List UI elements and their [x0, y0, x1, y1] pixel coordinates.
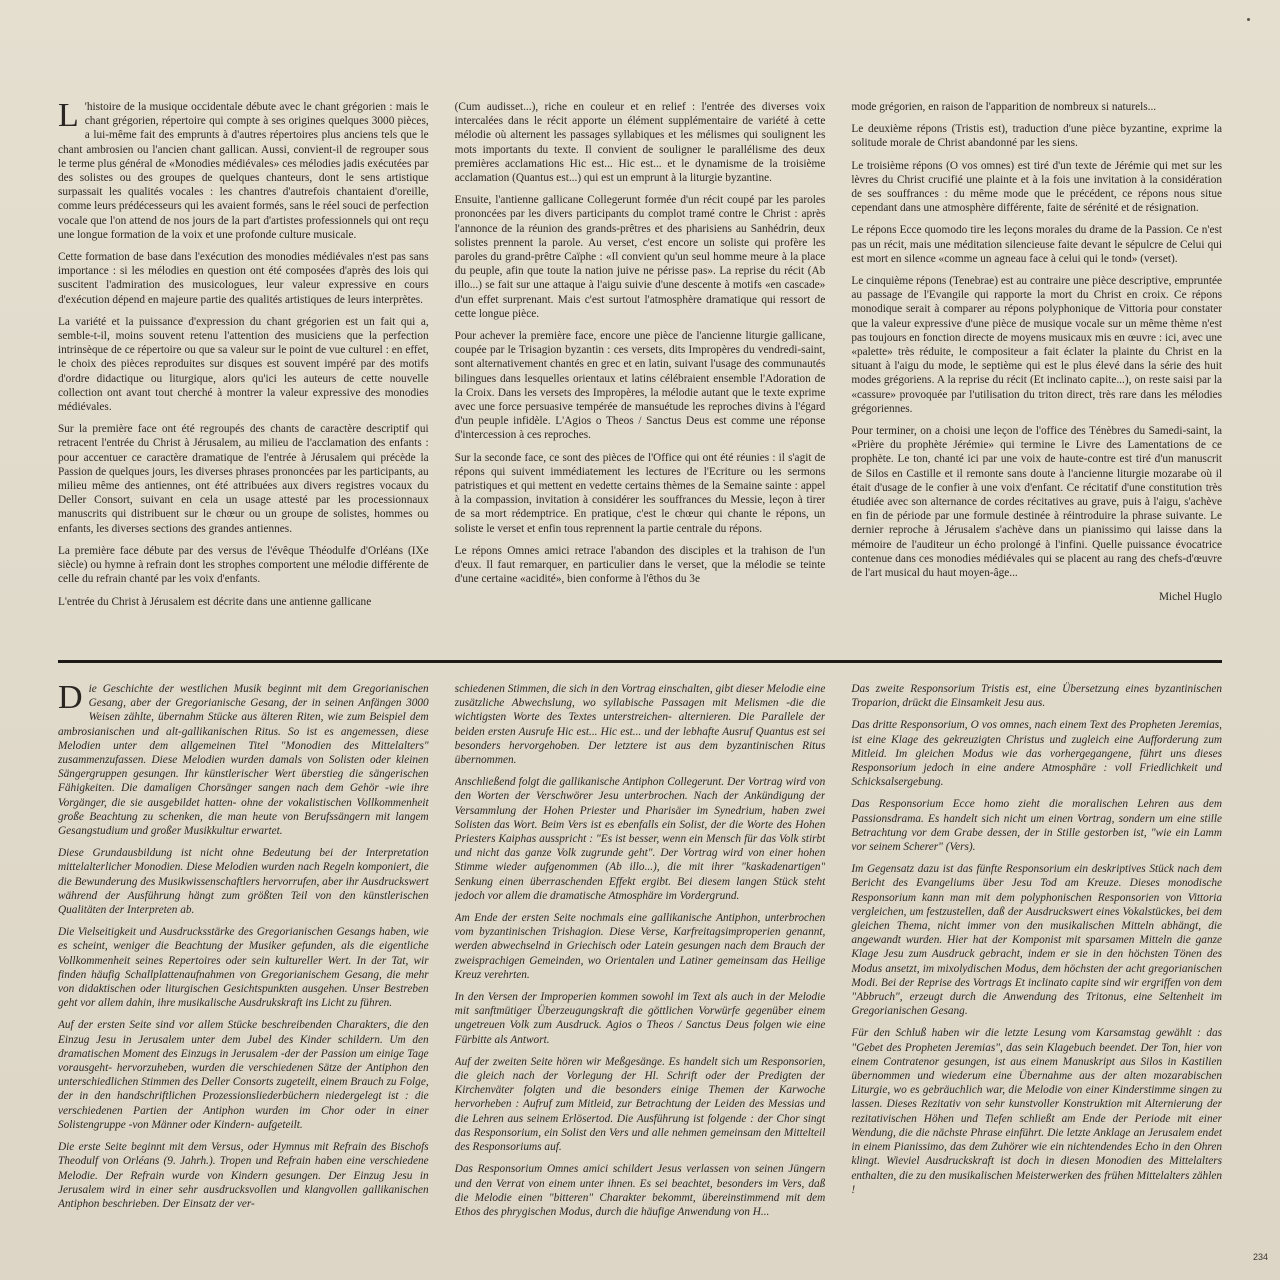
french-paragraph: Le répons Ecce quomodo tire les leçons morales du drame de la Passion. Ce n'est pas un récit, mais une méditation silencieuse faite devant le sépulcre de Celui qui est mort en silence «comme un agneau face à celui qui le tond» (verset).: [851, 224, 1223, 265]
french-paragraph: Le répons Omnes amici retrace l'abandon des disciples et la trahison de l'un d'eux. Il faut remarquer, en particulier dans le verset, que la mélodie se teinte d'une certaine «acidité», bien conforme à l'êthos du 3e: [454, 544, 826, 586]
german-paragraph: [58, 682, 429, 838]
french-paragraph: La variété et la puissance d'expression du chant grégorien est un fait qui a, semble-t-il, moins souvent retenu l'attention des musiciens que la perfection intrinsèque de ce répertoire ou que sa valeur sur le point de vue culturel : en effet, le choix des pièces reproduites sur disques est souvent impéré par des motifs d'ordre didactique ou liturgique, alors qu'ici les auteurs de cette nouvelle collection ont avant tout cherché à montrer la valeur expressive des monodies médiévales.: [58, 315, 429, 414]
french-paragraph: (Cum audisset...), riche en couleur et en relief : l'entrée des diverses voix intercalées dans le récit apporte un élément supplémentaire de variété à cette mélodie où alternent les passages syllabiques et les mélismes qui soulignent les mots importants du texte. Il convient de souligner le parallélisme des deux premières acclamations Hic est... Hic est... et le dynamisme de la troisième acclamation (Quantus est...) qui est un emprunt à la liturgie byzantine.: [454, 101, 826, 185]
german-paragraph: Anschließend folgt die gallikanische Antiphon Collegerunt. Der Vortrag wird von den Worten der Verschwörer Jesu unterbrochen. Nach der Ankündigung der Versammlung der Hohen Priester und Pharisäer im Synedrium, haben zwei Solisten das Wort. Beim Vers ist es ebenfalls ein Solist, der die Worte des Hohen Priesters Kaiphas ausspricht : "Es ist besser, wenn ein Mensch für das Volk stirbt und nicht das ganze Volk zugrunde geht". Der Vortrag wird von einer hohen Stimme wieder aufgenommen (Ab illo...), die mit ihrer "kaskadenartigen" Senkung einen überraschenden Effekt ergibt. Bei diesem langen Stück steht jedoch vor allem die dramatische Atmosphäre im Vordergrund.: [454, 776, 826, 902]
french-paragraph: Cette formation de base dans l'exécution des monodies médiévales n'est pas sans importance : si les mélodies en question ont été composées d'après des lois qui suscitent l'admiration des musicologues, leur valeur expressive en cours d'exécution dépend en majeure partie des qualités artistiques de leurs interprètes.: [58, 251, 429, 306]
french-paragraph: La première face débute par des versus de l'évêque Théodulfe d'Orléans (IXe siècle) ou hymne à refrain dont les strophes comportent une mélodie différente de celle du refrain chanté par les voix d'enfants.: [58, 544, 429, 586]
german-paragraph: Auf der ersten Seite sind vor allem Stücke beschreibenden Charakters, die den Einzug Jesu in Jerusalem unter dem Jubel des Kinder schildern. Um den dramatischen Moment des Einzugs in Jerusalem -der der Passion um einige Tage vorausgeht- hervorzuheben, wurden die verschiedenen Sätze der Antiphon den unterschiedlichen Stimmen des Deller Consorts zugeteilt, einem Brauch zu Folge, der in den handschriftlichen Prozessionsliederbüchern niedergelegt ist : die verschiedenen Partien der Antiphon wurden im Chor oder in einer Solistengruppe -von Männer oder Kindern- aufgeteilt.: [58, 1019, 429, 1131]
german-paragraph: Auf der zweiten Seite hören wir Meßgesänge. Es handelt sich um Responsorien, die gleich nach der Vorlegung der Hl. Schrift oder der Predigten der Kirchenväter folgten und die besonders einige Themen der Karwoche hervorheben : Aufruf zum Mitleid, zur Betrachtung der Leiden des Messias und die Lehren aus seinem Erlösertod. Die Ausführung ist folgende : der Chor singt das Responsorium, ein Solist den Vers und alle nehmen gemeinsam den Mittelteil des Responsoriums auf.: [454, 1055, 826, 1154]
german-paragraph: Das Responsorium Ecce homo zieht die moralischen Lehren aus dem Passionsdrama. Es handelt sich nicht um einen Vortrag, sondern um eine stille Betrachtung vor dem Grabe dessen, der in Stille gestorben ist, "wie ein Lamm vor seinem Scherer" (Vers).: [851, 798, 1223, 854]
french-paragraph: Sur la seconde face, ce sont des pièces de l'Office qui ont été réunies : il s'agit de répons qui suivent immédiatement les lectures de l'Ecriture ou les sermons patristiques et qui mettent en vedette certains thèmes de la Semaine sainte : appel à la compassion, invitation à considérer les souffrances du Messie, leçon à tirer de sa mort rédemptrice. En pratique, c'est le chœur qui chante le répons, un soliste le verset et enfin tous reprennent la partie centrale du répons.: [454, 451, 826, 535]
french-column-3: [851, 100, 1222, 635]
french-paragraph: Ensuite, l'antienne gallicane Collegerunt formée d'un récit coupé par les paroles prononcées par les divers participants du complot tramé contre le Christ : après l'annonce de la réunion des grands-prêtres et des pharisiens au Sanhédrin, deux solistes prennent la parole. Au verset, c'est encore un soliste qui profère les paroles du grand-prêtre Caïphe : «Il convient qu'un seul homme meure à la place du peuple, afin que toute la nation juive ne périsse pas». La reprise du récit (Ab illo...) se fait sur une attaque à l'aigu suivie d'une descente à motifs «en cascade» d'un effet surprenant. Mais c'est surtout l'atmosphère dramatique qui ressort de cette longue pièce.: [454, 194, 826, 320]
french-paragraph: Le deuxième répons (Tristis est), traduction d'une pièce byzantine, exprime la solitude morale de Christ abandonné par les siens.: [851, 123, 1223, 150]
section-divider: [58, 660, 1222, 663]
german-paragraph: Die Vielseitigkeit und Ausdrucksstärke des Gregorianischen Gesangs haben, wie es scheint, weniger die Beachtung der Musiker gefunden, als die eigentliche Vollkommenheit seines Repertoires oder sein kultureller Wert. In der Tat, wir finden häufig Schallplattenaufnahmen von Gregorianischem Gesang, die mehr von didaktischen oder liturgischen Gesichtspunkten ausgehen. Unser Bestreben geht vor allem dahin, ihre musikalische Ausdrukskraft ins Licht zu führen.: [58, 926, 429, 1010]
german-text-section: [58, 682, 1222, 1242]
corner-mark: [1247, 18, 1250, 21]
french-paragraph: Le cinquième répons (Tenebrae) est au contraire une pièce descriptive, empruntée au passage de l'Evangile qui rapporte la mort du Christ en croix. Ce répons monodique serait à comparer au répons polyphonique de Vittoria pour constater que la valeur expressive d'une pièce de musique vocale sur un même thème n'est pas toujours en fonction directe de moyens musicaux mis en œuvre : ici, avec une «palette» très réduite, le compositeur a fait éclater la plainte du Christ en la situant à l'aigu du mode, le septième qui est le plus élevé dans la série des huit modes grégoriens. A la reprise du récit (Et inclinato capite...), on reste saisi par la «cassure» provoquée par l'utilisation du triton direct, très rare dans les mélodies grégoriennes.: [851, 275, 1223, 415]
german-paragraph: Das zweite Responsorium Tristis est, eine Übersetzung eines byzantinischen Troparion, drückt die Einsamkeit Jesu aus.: [851, 683, 1223, 710]
german-dropcap: D: [58, 682, 83, 716]
french-paragraph: Pour achever la première face, encore une pièce de l'ancienne liturgie gallicane, coupée par le Trisagion byzantin : ces versets, dits Impropères du vendredi-saint, sont alternativement chantés en grec et en latin, suivant l'usage des communautés bilingues dans lesquelles orientaux et latins célébraient ensemble l'Adoration de la Croix. Dans les versets des Impropères, la mélodie autant que le texte exprime avec une force persuasive tempérée de mansuétude les reproches divins à l'égard d'un peuple infidèle. L'Agios o Theos / Sanctus Deus est comme une réponse d'intercession à ces reproches.: [454, 330, 826, 442]
german-column-1: [58, 682, 429, 1242]
french-dropcap: L: [58, 100, 79, 134]
german-column-2: [455, 682, 826, 1242]
german-paragraph-text: ie Geschichte der westlichen Musik beginnt mit dem Gregorianischen Gesang, aber der Gregorianische Gesang, der in seinen Anfängen 3000 Weisen zählte, übernahm Stücke aus älteren Riten, wie zum Beispiel dem ambrosianischen und alt-gallikanischen Ritus. So ist es angemessen, diese Melodien unter dem allgemeinen Titel "Monodien des Mittelalters" zusammenzufassen. Diese Melodien wurden damals von Solisten oder kleinen Sängergruppen gesungen. Ihr künstlerischer Wert überstieg die sängerischen Fähigkeiten. Die damaligen Chorsänger sangen nach dem Gehör -wie ihre Vorgänger, die sie ausgebildet hatten- ohne der vokalistischen Vollkommenheit große Beachtung zu schenken, die man heute von Berufssängern mit langem Gesangstudium und großer Musikkultur erwartet.: [58, 683, 429, 838]
french-paragraph: L'entrée du Christ à Jérusalem est décrite dans une antienne gallicane: [58, 595, 372, 608]
french-paragraph: Le troisième répons (O vos omnes) est tiré d'un texte de Jérémie qui met sur les lèvres du Christ crucifié une plainte et à la fois une invitation à la considération de ses souffrances : du même mode que le précédent, ce répons nous situe cependant dans une atmosphère différente, faite de sérénité et de résignation.: [851, 159, 1223, 215]
german-paragraph: Das dritte Responsorium, O vos omnes, nach einem Text des Propheten Jeremias, ist eine Klage des gekreuzigten Christus und zugleich eine Aufforderung zum Mitleid. Im gleichen Modus wie das vorhergegangene, führt uns dieses Responsorium jedoch in eine andere Atmosphäre : voll Friedlichkeit und Schicksalsergebung.: [851, 719, 1223, 789]
french-paragraph: mode grégorien, en raison de l'apparition de nombreux si naturels...: [851, 101, 1157, 113]
author-signature: Michel Huglo: [1158, 591, 1223, 604]
french-column-2: [455, 100, 826, 635]
german-paragraph: In den Versen der Improperien kommen sowohl im Text als auch in der Melodie mit sanftmütiger Überzeugungskraft die göttlichen Vorwürfe gegenüber einem ungetreuen Volk zum Ausdruck. Agios o Theos / Sanctus Deus folgen wie eine Fürbitte als Antwort.: [454, 991, 826, 1046]
german-paragraph: Diese Grundausbildung ist nicht ohne Bedeutung bei der Interpretation mittelalterlicher Monodien. Diese Melodien wurden nach Regeln komponiert, die die Bewunderung des Musikwissenschaftlers hervorrufen, aber ihr Ausdruckswert während der Ausführung hängt zum größten Teil von den künstlerischen Qualitäten der Interpreten ab.: [58, 847, 429, 917]
german-paragraph: Am Ende der ersten Seite nochmals eine gallikanische Antiphon, unterbrochen vom byzantinischen Trishagion. Diese Verse, Karfreitagsimproperien genannt, werden abwechselnd in Griechisch oder Latein gesungen nach dem Brauch der zweisprachigen Gemeinden, wo Orientalen und Latiner gemeinsam das Heilige Kreuz verehrten.: [454, 912, 826, 981]
german-paragraph: schiedenen Stimmen, die sich in den Vortrag einschalten, gibt dieser Melodie eine zusätzliche Abwechslung, wo syllabische Passagen mit Melismen -die die wichtigsten Worte des Textes unterstreichen- alternieren. Die Parallele der beiden ersten Ausrufe Hic est... Hic est... und der lebhafte Ausruf Quantus est sei besonders hervorgehoben. Der letztere ist aus dem byzantinischen Ritus übernommen.: [454, 683, 826, 767]
french-column-1: [58, 100, 429, 635]
french-text-section: [58, 100, 1222, 635]
german-column-3: [851, 682, 1222, 1242]
french-paragraph: Pour terminer, on a choisi une leçon de l'office des Ténèbres du Samedi-saint, la «Prière du prophète Jérémie» qui termine le Livre des Lamentations de ce prophète. Le ton, chanté ici par une voix de haute-contre est tiré d'un manuscrit de Silos en Castille et il remonte sans doute à l'ancienne liturgie mozarabe où il était d'usage de le confier à une voix d'enfant. Ce récitatif d'une constitution très étudiée avec son alternance de cordes récitatives au grave, puis à l'aigu, s'achève en fin de période par une formule destinée à réintroduire la phrase suivante. Le dernier reproche à Jérusalem s'achève dans un pianissimo qui laisse dans la mémoire de l'auditeur un écho prolongé à l'infini. Quelle puissance évocatrice contenue dans ces monodies médiévales qui se placent au rang des chefs-d'œuvre de l'art musical du haut moyen-âge...: [851, 425, 1223, 580]
page-number: 234: [1252, 1252, 1268, 1262]
french-paragraph: Sur la première face ont été regroupés des chants de caractère descriptif qui retracent l'entrée du Christ à Jérusalem, au milieu de l'acclamation des enfants : pour accentuer ce caractère dramatique de l'entrée à Jérusalem qui précède la Passion de quelques jours, les diverses phrases prononcées par les participants, au milieu même des antiennes, ont été attribuées aux divers registres vocaux du Deller Consort, suivant en cela un usage attesté par les processionnaux manuscrits qui distribuent sur le chœur ou un groupe de solistes, hommes ou enfants, les diverses sections des grandes antiennes.: [58, 423, 429, 535]
french-paragraph-text: 'histoire de la musique occidentale débute avec le chant grégorien : mais le chant grégorien, répertoire qui compte à ses origines quelques 3000 pièces, a lui-même fait des emprunts à d'autres répertoires plus anciens tels que le chant ambrosien ou l'ancien chant gallican. Aussi, convient-il de regrouper sous le terme plus général de «Monodies médiévales» ces mélodies jadis exécutées par des solistes ou des groupes de quelques chanteurs, dont le sens artistique surpassait les qualités vocales : les chantres d'autrefois chantaient d'oreille, comme leurs prédécesseurs qui les avaient formés, sans le réel souci de perfection vocale que l'on attend de nos jours de la part d'artistes professionnels qui ont reçu une longue formation de la voix et une profonde culture musicale.: [58, 101, 429, 241]
german-paragraph: Die erste Seite beginnt mit dem Versus, oder Hymnus mit Refrain des Bischofs Theodulf von Orléans (9. Jahrh.). Tropen und Refrain haben eine verschiedene Melodie. Der Refrain wurde von Kindern gesungen. Der Einzug Jesu in Jerusalem wird in einer sehr ausdrucksvollen und klangvollen gallikanischen Antiphon beschrieben. Der Einsatz der ver-: [58, 1141, 429, 1210]
german-paragraph: Das Responsorium Omnes amici schildert Jesus verlassen von seinen Jüngern und den Verrat von einem unter ihnen. Es sei beachtet, besonders im Vers, daß die Melodie einen "bitteren" Charakter bekommt, übereinstimmend mit dem Ethos des phrygischen Modus, durch die häufige Anwendung von H...: [454, 1163, 826, 1218]
german-paragraph: Im Gegensatz dazu ist das fünfte Responsorium ein deskriptives Stück nach dem Bericht des Evangeliums über Jesu Tod am Kreuze. Dieses monodische Responsorium kann man mit dem polyphonischen Responsorien von Vittoria vergleichen, um festzustellen, daß der Ausdruckswert eines Vokalstückes, bei dem gleichen Thema, nicht immer von den musikalischen Mitteln abhängt, die angewandt wurden. Hier hat der Komponist mit sparsamen Mitteln die ganze Klage Jesu zum Ausdruck gebracht, indem er sie in den höchsten Tönen des Modus ansetzt, im mixolydischen Modus, dem höchsten der acht gregorianischen Modi. Bei der Reprise des Vortrags Et inclinato capite sind wir ergriffen von dem "Abbruch", erzeugt durch die Anwendung des Tritonus, eine Seltenheit im Gregorianischen Gesang.: [851, 863, 1223, 1018]
french-paragraph: [58, 100, 429, 242]
german-paragraph: Für den Schluß haben wir die letzte Lesung vom Karsamstag gewählt : das "Gebet des Propheten Jeremias", das sein Klagebuch beendet. Der Ton, hier von einem Contratenor gesungen, ist aus einem Manuskript aus Silos in Kastilien übernommen und wiederum eine Übernahme aus der alten mozarabischen Liturgie, wo es gebräuchlich war, die Melodie von einer Kinderstimme singen zu lassen. Dieses Rezitativ von sehr kunstvoller Konstruktion mit Alternierung der rezitativischen Höhen und Tiefen schließt am Ende der Periode mit einer Wendung, die die nächste Phrase einführt. Die letzte Anklage an Jerusalem endet in einem Pianissimo, das dem Zuhörer wie ein nichtendendes Echo in den Ohren klingt. Wieviel Ausdruckskraft ist doch in diesen Monodien des Mittelalters enthalten, die zu den musikalischen Meisterwerken des frühen Mittelalters zählen !: [851, 1027, 1223, 1196]
